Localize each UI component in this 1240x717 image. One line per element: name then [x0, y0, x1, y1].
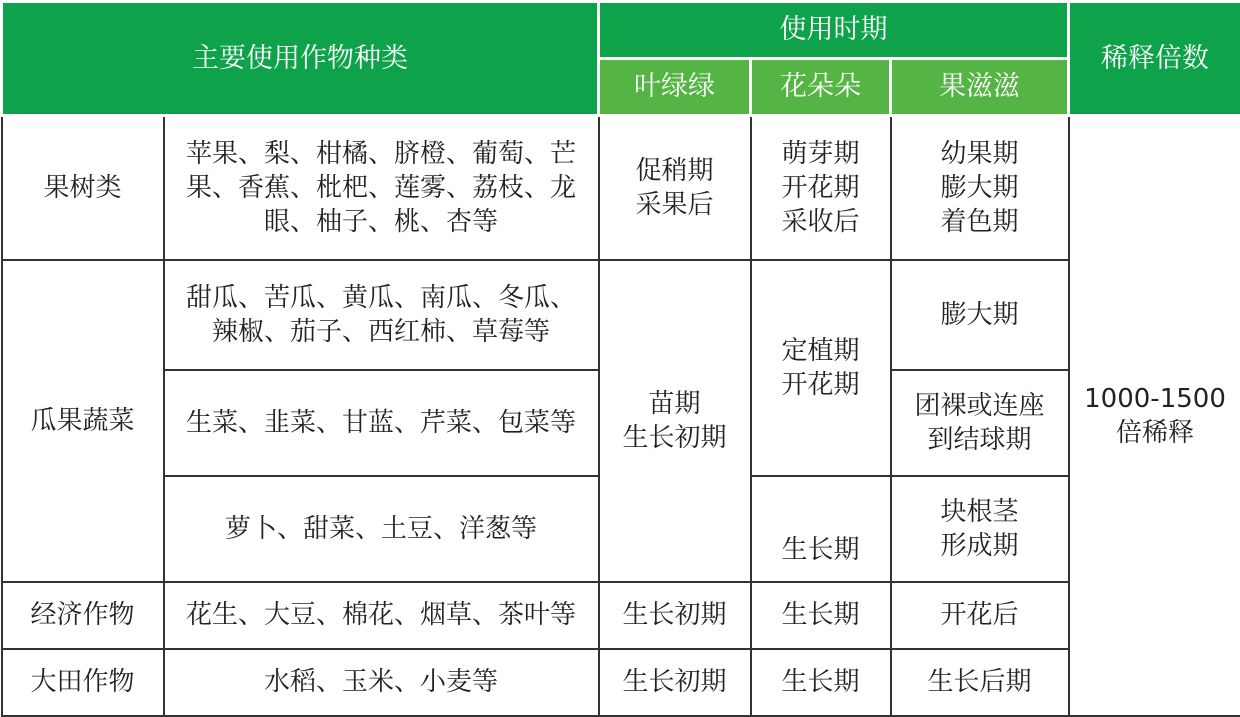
period-3-text: 团裸或连座 到结球期: [892, 389, 1068, 457]
crops-text: 萝卜、甜菜、土豆、洋葱等: [165, 512, 598, 546]
period-3-text: 膨大期: [892, 298, 1068, 332]
period-3-cell: [891, 370, 1069, 476]
header-crops: 主要使用作物种类: [2, 2, 599, 116]
period-3-text: 幼果期 膨大期 着色期: [892, 137, 1068, 239]
category-cell: 大田作物: [2, 649, 164, 716]
period-2-text: 定植期 开花期: [752, 334, 890, 402]
period-3-cell: [891, 116, 1069, 260]
crops-text: 生菜、韭菜、甘蓝、芹菜、包菜等: [165, 406, 598, 440]
category-cell: 瓜果蔬菜: [2, 260, 164, 582]
crops-text: 苹果、梨、柑橘、脐橙、葡萄、芒 果、香蕉、枇杷、莲雾、荔枝、龙 眼、柚子、桃、杏等: [165, 137, 598, 239]
crops-text: 甜瓜、苦瓜、黄瓜、南瓜、冬瓜、 辣椒、茄子、西红柿、草莓等: [165, 281, 598, 349]
header-period-group: 使用时期: [599, 2, 1069, 59]
period-1-text: 促稍期 采果后: [600, 154, 750, 222]
header-dilution: 稀释倍数: [1069, 2, 1240, 116]
period-1-cell: [599, 260, 751, 582]
period-3-cell: 开花后: [891, 582, 1069, 649]
period-1-cell: 生长初期: [599, 649, 751, 716]
header-period-2: 花朵朵: [751, 59, 891, 116]
header-period-3: 果滋滋: [891, 59, 1069, 116]
period-1-cell: [599, 116, 751, 260]
crops-cell: [164, 370, 599, 476]
period-3-cell: [891, 476, 1069, 582]
period-2-cell: [751, 476, 891, 582]
period-2-cell: [751, 260, 891, 476]
period-2-cell: 生长期: [751, 582, 891, 649]
period-3-text: 块根茎 形成期: [892, 495, 1068, 563]
category-cell: 果树类: [2, 116, 164, 260]
period-1-cell: 生长初期: [599, 582, 751, 649]
category-cell: 经济作物: [2, 582, 164, 649]
crops-cell: [164, 260, 599, 370]
period-2-text: 生长期: [752, 533, 890, 567]
header-period-1: 叶绿绿: [599, 59, 751, 116]
crops-cell: [164, 476, 599, 582]
crops-cell: 花生、大豆、棉花、烟草、茶叶等: [164, 582, 599, 649]
crops-cell: [164, 116, 599, 260]
period-3-cell: 生长后期: [891, 649, 1069, 716]
crops-cell: 水稻、玉米、小麦等: [164, 649, 599, 716]
period-2-text: 萌芽期 开花期 采收后: [752, 137, 890, 239]
period-2-cell: [751, 116, 891, 260]
dilution-cell: [1069, 116, 1240, 716]
period-2-cell: 生长期: [751, 649, 891, 716]
period-3-cell: [891, 260, 1069, 370]
dilution-text: 1000-1500 倍稀释: [1070, 382, 1240, 450]
period-1-text: 苗期 生长初期: [600, 387, 750, 455]
